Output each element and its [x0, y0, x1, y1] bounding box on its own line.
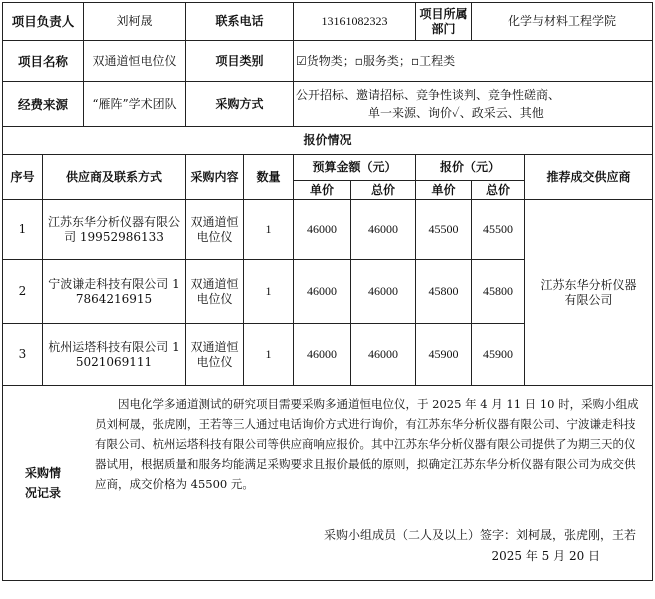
row-budget-total: 46000: [351, 200, 416, 260]
row-qty: 1: [244, 324, 294, 386]
quote-section-title: 报价情况: [3, 127, 653, 155]
record-label: 采购情况记录: [25, 466, 62, 500]
row-supplier: 江苏东华分析仪器有限公司 19952986133: [43, 200, 186, 260]
method-line-2: 单一来源、询价✓、政采云、其他: [368, 106, 544, 120]
col-budget: 预算金额（元）: [294, 155, 416, 181]
row-content: 双通道恒电位仪: [186, 260, 244, 324]
quote-section-row: [3, 127, 653, 155]
row-qty: 1: [244, 260, 294, 324]
row-no: 2: [3, 260, 43, 324]
col-content: 采购内容: [186, 155, 244, 200]
fund-label: 经费来源: [3, 82, 84, 126]
leader-value: 刘柯晟: [116, 14, 153, 28]
header-row-leader: [3, 3, 653, 41]
fund-value: “雁阵”学术团队: [92, 96, 177, 111]
row-quote-total: 45900: [472, 324, 525, 386]
record-date: 2025 年 5 月 20 日: [491, 549, 601, 563]
col-budget-total: 总价: [351, 181, 416, 200]
col-quote: 报价（元）: [416, 155, 525, 181]
table-row: [3, 200, 653, 260]
leader-label-text: 项目负责人: [3, 3, 84, 40]
col-qty: 数量: [244, 155, 294, 200]
category-service: ▫服务类；: [354, 53, 411, 68]
col-quote-total: 总价: [472, 181, 525, 200]
dept-value: 化学与材料工程学院: [472, 3, 653, 41]
row-budget-unit: 46000: [294, 324, 351, 386]
row-budget-unit: 46000: [294, 200, 351, 260]
record-content: [95, 386, 653, 581]
category-engineering: ▫工程类: [410, 53, 456, 68]
row-content: 双通道恒电位仪: [186, 200, 244, 260]
row-budget-total: 46000: [351, 324, 416, 386]
phone-label: 联系电话: [186, 3, 294, 41]
leader-label: [3, 3, 186, 41]
category-options: [294, 41, 653, 82]
row-budget-total: 46000: [351, 260, 416, 324]
method-label: 采购方式: [186, 82, 294, 127]
record-row: [3, 386, 653, 581]
dept-label: 项目所属部门: [416, 3, 472, 41]
row-no: 1: [3, 200, 43, 260]
row-quote-unit: 45900: [416, 324, 472, 386]
col-budget-unit: 单价: [294, 181, 351, 200]
quote-header-row: [3, 155, 653, 181]
fund-cell: [3, 82, 186, 127]
procurement-form-table: [2, 2, 653, 581]
row-content: 双通道恒电位仪: [186, 324, 244, 386]
record-text: 因电化学多通道测试的研究项目需要采购多通道恒电位仪，于 2025 年 4 月 11 日 10 时，采购小组成员刘柯晟，张虎刚，王若等三人通过电话询价方式进行询价，有江苏东华分析仪器有限公司、宁波谦走科技有限公司、杭州运塔科技有限公司等供应商响应报价。其中江苏东华分析仪器有限公司提供了为期三天的仪器试用，根据质量和服务均能满足采购要求且报价最低的原则，拟确定江苏东华分析仪器有限公司为成交供应商，成交价格为 45500 元。: [95, 397, 639, 491]
category-goods: ☑货物类；: [296, 53, 355, 68]
project-name-value: 双通道恒电位仪: [92, 53, 177, 68]
recommended-supplier: 江苏东华分析仪器有限公司: [525, 200, 653, 386]
col-supplier: 供应商及联系方式: [43, 155, 186, 200]
phone-value: 13161082323: [294, 3, 416, 41]
method-value: [294, 82, 653, 127]
project-name-cell: [3, 41, 186, 82]
row-quote-unit: 45500: [416, 200, 472, 260]
row-supplier: 杭州运塔科技有限公司 15021069111: [43, 324, 186, 386]
row-qty: 1: [244, 200, 294, 260]
row-budget-unit: 46000: [294, 260, 351, 324]
row-quote-total: 45500: [472, 200, 525, 260]
method-line-1: 公开招标、邀请招标、竞争性谈判、竞争性磋商、: [296, 88, 561, 102]
project-name-label: 项目名称: [3, 41, 84, 81]
col-no: 序号: [3, 155, 43, 200]
row-supplier: 宁波谦走科技有限公司 17864216915: [43, 260, 186, 324]
row-quote-unit: 45800: [416, 260, 472, 324]
row-no: 3: [3, 324, 43, 386]
record-signature: 采购小组成员（二人及以上）签字：刘柯晟，张虎刚，王若: [324, 528, 637, 542]
row-quote-total: 45800: [472, 260, 525, 324]
category-label: 项目类别: [186, 41, 294, 82]
header-row-name: [3, 41, 653, 82]
col-quote-unit: 单价: [416, 181, 472, 200]
header-row-fund: [3, 82, 653, 127]
col-recommend: 推荐成交供应商: [525, 155, 653, 200]
